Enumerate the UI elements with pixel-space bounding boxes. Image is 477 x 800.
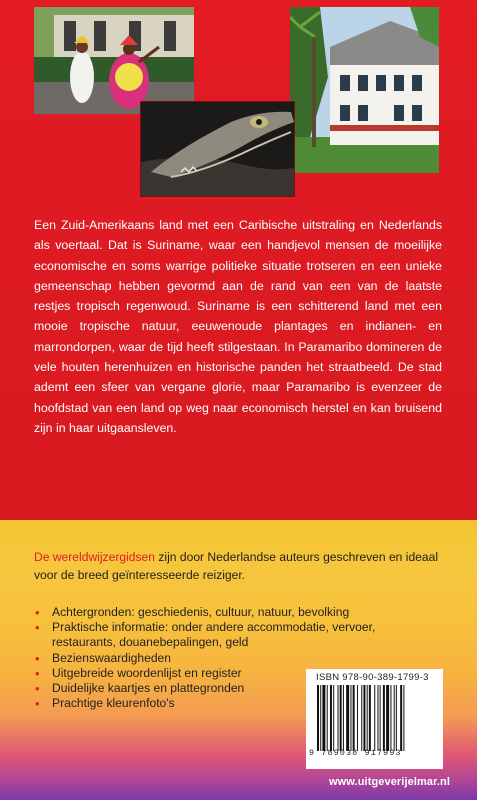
feature-text: Prachtige kleurenfoto's (52, 696, 175, 711)
series-intro-text: zijn door Nederlandse auteurs geschreven en ideaal voor de breed geïnteresseerde reiziger. (34, 550, 439, 582)
photo-dancers (34, 7, 194, 114)
list-item (34, 651, 442, 666)
feature-text: Uitgebreide woordenlijst en register (52, 665, 242, 680)
bullet-icon: • (35, 620, 40, 636)
series-intro (34, 548, 444, 584)
dancers-illustration (34, 7, 194, 114)
photo-colonial-house (290, 7, 439, 173)
bullet-icon: • (35, 696, 40, 712)
isbn-label: ISBN 978-90-389-1799-3 (316, 672, 429, 683)
series-name: De wereldwijzergidsen (34, 550, 155, 564)
feature-text: Achtergronden: geschiedenis, cultuur, natuur, bevolking (52, 605, 350, 619)
bullet-icon: • (35, 650, 40, 666)
bullet-icon: • (35, 681, 40, 697)
feature-text: Praktische informatie: onder andere accommodatie, vervoer, restaurants, douanebepalingen, geld (52, 620, 376, 650)
barcode-box (306, 669, 443, 769)
bullet-icon: • (35, 605, 40, 620)
publisher-website: www.uitgeverijelmar.nl (329, 776, 450, 788)
caiman-illustration (141, 102, 294, 196)
list-item (34, 605, 442, 620)
list-item (34, 620, 442, 650)
house-illustration (290, 7, 439, 173)
photo-caiman (140, 101, 295, 197)
feature-text: Bezienswaardigheden (52, 650, 172, 665)
bullet-icon: • (35, 665, 40, 681)
barcode-icon (317, 685, 435, 751)
feature-text: Duidelijke kaartjes en plattegronden (52, 681, 245, 696)
book-description: Een Zuid-Amerikaans land met een Caribische uitstraling en Nederlands als voertaal. Dat is Suriname, waar een handjevol mensen de moeilijke economische en soms warrige politieke situatie trotseren en een unieke gemeenschap hebben gevormd aan de rand van een van de laatste restjes tropisch regenwoud. Suriname is een schitterend land met een mooie tropische natuur, eeuwenoude plantages en indianen- en marrondorpen, waar de tijd heeft stilgestaan. In Paramaribo domineren de vele houten herenhuizen en historische panden het straatbeeld. De stad ademt een sfeer van vergane glorie, maar Paramaribo is evenzeer de hoofdstad van een land op weg naar economisch herstel en kan bruisend zijn in haar uitgaansleven. (34, 218, 442, 435)
barcode-digits: 9 789038 917993 (309, 749, 402, 758)
